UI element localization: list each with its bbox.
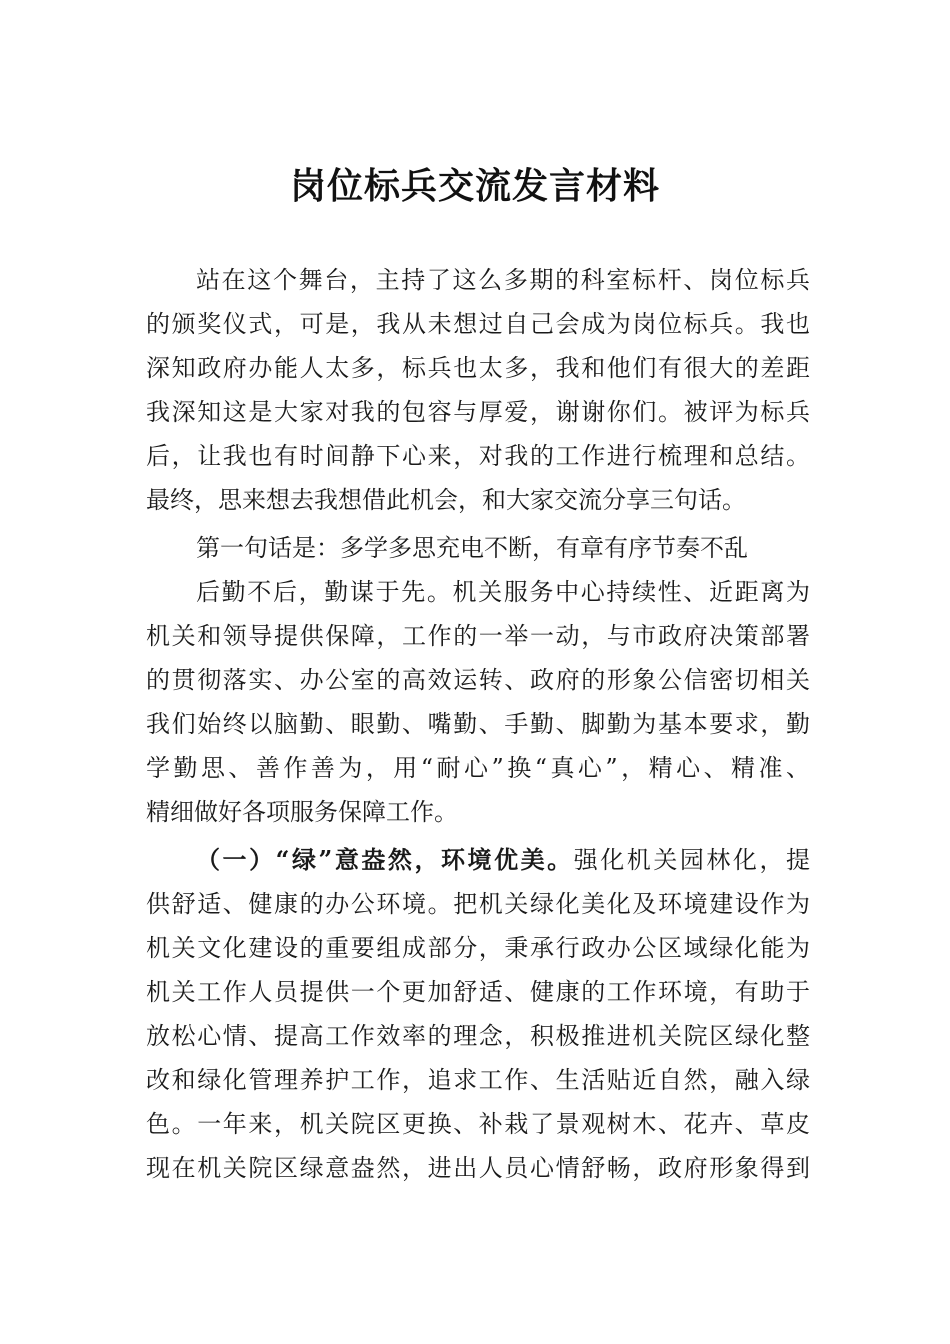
section-text: 强化机关园林化， bbox=[573, 846, 787, 874]
paragraph-line: 改和绿化管理养护工作，追求工作、生活贴近自然，融入绿 bbox=[146, 1066, 810, 1094]
paragraph-line: 后勤不后，勤谋于先。机关服务中心持续性、近距离为 bbox=[196, 578, 810, 606]
paragraph-line: 最终，思来想去我想借此机会，和大家交流分享三句话。 bbox=[146, 486, 746, 514]
paragraph-line: 站在这个舞台，主持了这么多期的科室标杆、岗位标兵 bbox=[196, 266, 810, 294]
section-heading-line bbox=[196, 838, 810, 882]
paragraph-line: 机关和领导提供保障，工作的一举一动，与市政府决策部署 bbox=[146, 622, 810, 650]
paragraph-line: 的颁奖仪式，可是，我从未想过自己会成为岗位标兵。我也 bbox=[146, 310, 810, 338]
paragraph-line: 我们始终以脑勤、眼勤、嘴勤、手勤、脚勤为基本要求，勤 bbox=[146, 710, 810, 738]
paragraph-line: 的贯彻落实、办公室的高效运转、政府的形象公信密切相关 bbox=[146, 666, 810, 694]
section-text-tail: 提 bbox=[786, 846, 810, 874]
paragraph-line: 色。一年来，机关院区更换、补栽了景观树木、花卉、草皮 bbox=[146, 1110, 810, 1138]
paragraph-line: 供舒适、健康的办公环境。把机关绿化美化及环境建设作为 bbox=[146, 890, 810, 918]
paragraph-line: 深知政府办能人太多，标兵也太多，我和他们有很大的差距 bbox=[146, 354, 810, 382]
paragraph-line: 我深知这是大家对我的包容与厚爱，谢谢你们。被评为标兵 bbox=[146, 398, 810, 426]
paragraph-line: 学勤思、善作善为，用“耐心”换“真心”，精心、精准、 bbox=[146, 754, 810, 782]
paragraph-line: 机关文化建设的重要组成部分，秉承行政办公区域绿化能为 bbox=[146, 934, 810, 962]
paragraph-line: 机关工作人员提供一个更加舒适、健康的工作环境，有助于 bbox=[146, 978, 810, 1006]
paragraph-line: 精细做好各项服务保障工作。 bbox=[146, 798, 458, 826]
paragraph-line: 第一句话是：多学多思充电不断，有章有序节奏不乱 bbox=[196, 534, 748, 562]
section-heading: （一）“绿”意盎然，环境优美。 bbox=[196, 845, 574, 874]
paragraph-line: 放松心情、提高工作效率的理念，积极推进机关院区绿化整 bbox=[146, 1022, 810, 1050]
paragraph-line: 后，让我也有时间静下心来，对我的工作进行梳理和总结。 bbox=[146, 442, 810, 470]
paragraph-line: 现在机关院区绿意盎然，进出人员心情舒畅，政府形象得到 bbox=[146, 1154, 810, 1182]
document-title: 岗位标兵交流发言材料 bbox=[289, 165, 660, 207]
